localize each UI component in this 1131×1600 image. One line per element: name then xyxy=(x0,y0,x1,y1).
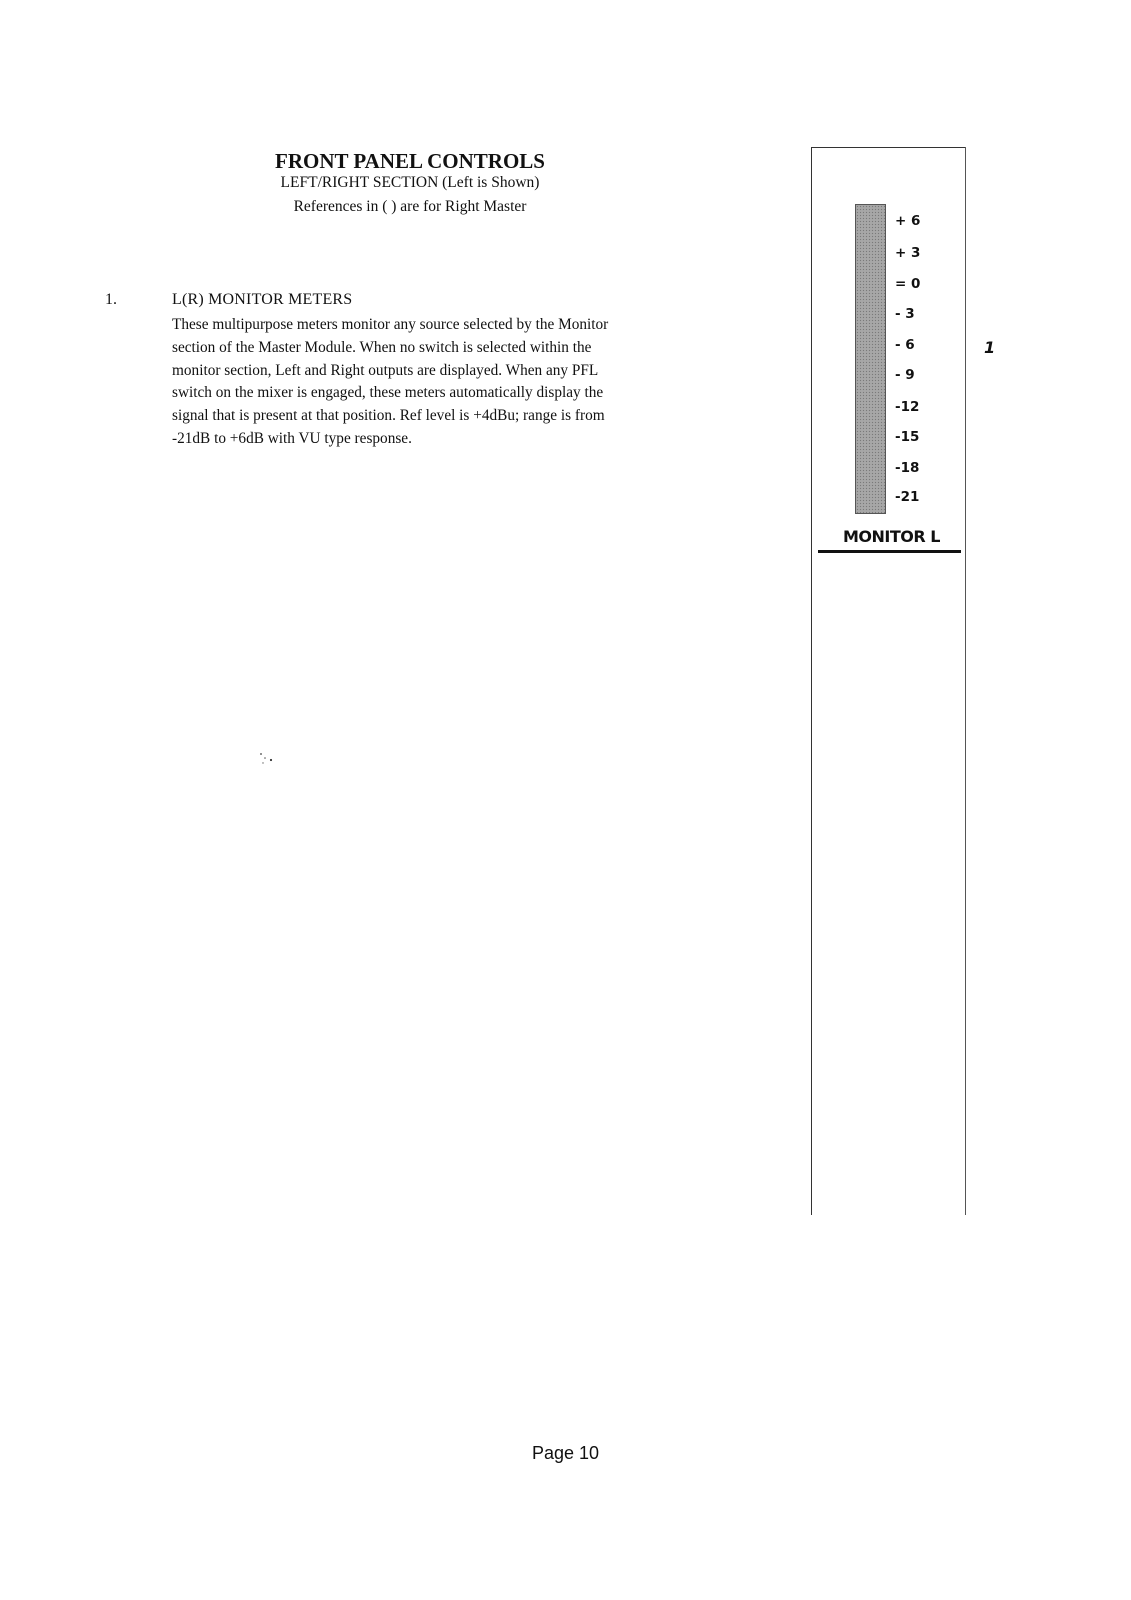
stray-mark-icon xyxy=(258,752,274,766)
monitor-l-label: MONITOR L xyxy=(843,527,940,546)
item-number: 1. xyxy=(105,291,117,308)
description-line: These multipurpose meters monitor any source selected by the Monitor xyxy=(172,316,609,333)
page-title: FRONT PANEL CONTROLS xyxy=(275,149,545,173)
item-heading: L(R) MONITOR METERS xyxy=(172,291,353,308)
description-line: section of the Master Module. When no switch is selected within the xyxy=(172,338,592,356)
meter-scale-label: - 6 xyxy=(895,337,915,353)
meter-scale-label: + 6 xyxy=(895,213,921,229)
panel-right-edge xyxy=(965,147,966,1215)
description-line: switch on the mixer is engaged, these meters automatically display the xyxy=(172,384,604,402)
meter-scale-label: = 0 xyxy=(895,276,921,292)
section-subtitle: LEFT/RIGHT SECTION (Left is Shown) xyxy=(280,174,540,191)
meter-scale-label: - 3 xyxy=(895,306,915,322)
led-meter-bar xyxy=(855,204,886,514)
meter-scale-label: -12 xyxy=(895,399,920,415)
panel-top-edge xyxy=(811,147,966,148)
item-description xyxy=(172,314,692,451)
meter-scale-label: -15 xyxy=(895,429,920,445)
meter-scale-label: + 3 xyxy=(895,245,921,261)
meter-scale-label: - 9 xyxy=(895,367,915,383)
reference-note: References in ( ) are for Right Master xyxy=(293,198,527,215)
callout-number: 1 xyxy=(984,338,996,357)
meter-scale-label: -18 xyxy=(895,460,920,476)
monitor-label-underline xyxy=(818,550,961,553)
description-line: signal that is present at that position. Ref level is +4dBu; range is from xyxy=(172,407,605,425)
description-line: monitor section, Left and Right outputs are displayed. When any PFL xyxy=(172,361,599,379)
meter-scale-label: -21 xyxy=(895,489,920,505)
panel-left-edge xyxy=(811,147,812,1215)
page-number: Page 10 xyxy=(531,1443,600,1463)
description-line: -21dB to +6dB with VU type response. xyxy=(172,429,412,447)
monitor-meter-panel xyxy=(811,147,966,1215)
